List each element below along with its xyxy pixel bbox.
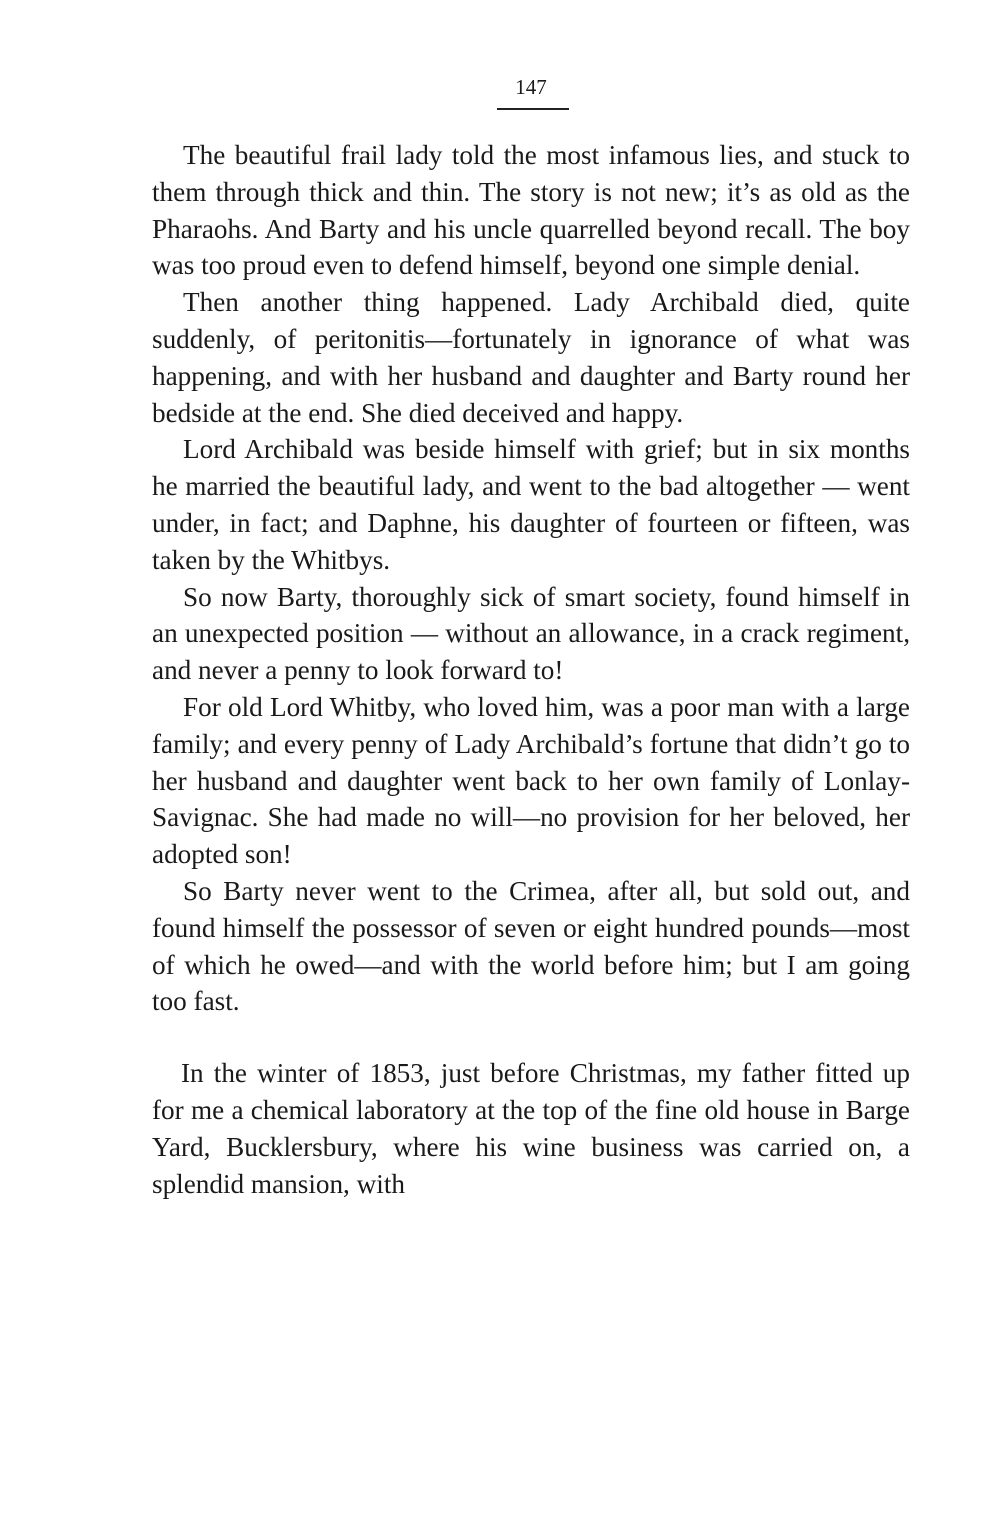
section-break: [152, 1020, 910, 1055]
paragraph-5: For old Lord Whitby, who loved him, was a poor man with a large family; and every penny of Lady Archibald’s fortune that didn’t go to her husband and daughter went back to her own family of Lonlay-Savignac. She had made no will—no provision for her beloved, her adopted son!: [152, 691, 910, 870]
paragraph-2: Then another thing happened. Lady Archibald died, quite suddenly, of peritonitis—fortunately in ignorance of what was happening, and with her husband and daughter and Barty round her bedside at the end. She died deceived and happy.: [152, 287, 910, 428]
body-text: [152, 137, 910, 1202]
paragraph-7: In the winter of 1853, just before Christmas, my father fitted up for me a chemical laboratory at the top of the fine old house in Barge Yard, Bucklersbury, where his wine business was carried on, a splendid mansion, with: [152, 1058, 910, 1199]
paragraph-1: The beautiful frail lady told the most infamous lies, and stuck to them through thick and thin. The story is not new; it’s as old as the Pharaohs. And Barty and his uncle quarrelled beyond recall. The boy was too proud even to defend himself, beyond one simple denial.: [152, 140, 910, 281]
paragraph-3: Lord Archibald was beside himself with grief; but in six months he married the beautiful lady, and went to the bad altogether — went under, in fact; and Daphne, his daughter of fourteen or fifteen, was taken by the Whitbys.: [152, 434, 910, 575]
page-number: 147: [515, 75, 547, 99]
paragraph-6: So Barty never went to the Crimea, after all, but sold out, and found himself the possessor of seven or eight hundred pounds—most of which he owed—and with the world before him; but I am going too fast.: [152, 875, 910, 1017]
page-number-rule: [497, 108, 569, 110]
paragraph-4: So now Barty, thoroughly sick of smart society, found himself in an unexpected position — without an allowance, in a crack regiment, and never a penny to look forward to!: [152, 581, 910, 686]
